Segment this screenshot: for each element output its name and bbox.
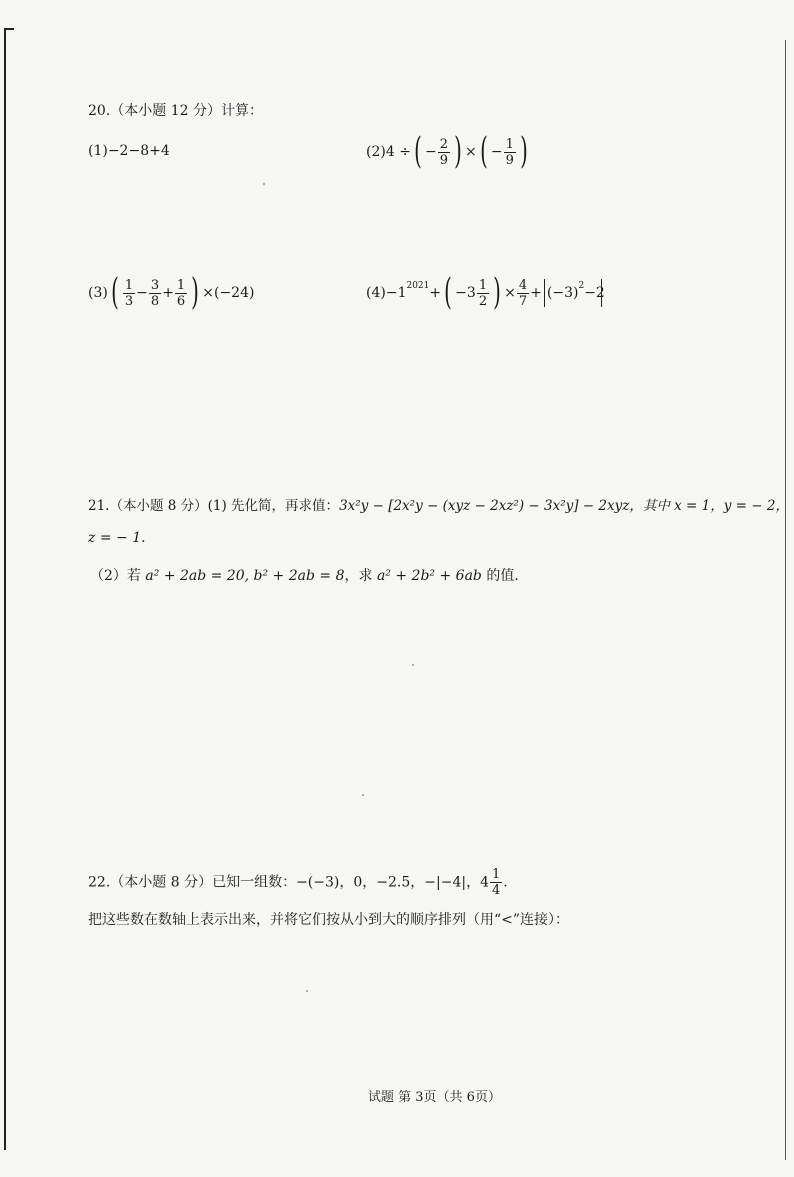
q20-part4-plus2: + [530,285,542,301]
q22-end: . [503,874,508,891]
q22-header: 22.（本小题 8 分）已知一组数： [88,874,297,891]
q22-line2: 把这些数在数轴上表示出来，并将它们按从小到大的顺序排列（用“<”连接）： [88,912,570,928]
q20-part4-inner: (−3) [546,285,579,301]
q20-part1: (1)−2−8+4 [88,143,170,159]
q20-part2-sign1: − [424,144,437,160]
q20-part4-base: −1 [385,285,407,301]
q20-part2-frac1: $\frac{2}{9}$ [439,136,448,168]
q20-part2-frac2: $\frac{1}{9}$ [505,136,514,168]
q20-part3-frac2: $\frac{3}{8}$ [150,277,160,309]
q21-part2-head: （2）若 [90,568,141,584]
page-edge-mark [4,28,14,1150]
q20-part4-tail: −2 [584,285,605,301]
q20-part3-frac3: $\frac{1}{6}$ [176,277,186,309]
scan-speck [412,664,414,666]
q20-part2-times: × [465,144,477,160]
scan-speck [263,183,265,185]
q22-mixed-frac: $\frac{1}{4}$ [492,867,501,898]
q21-part2 [90,566,519,586]
page-footer: 试题 第 3页（共 6页） [368,1090,501,1105]
q22-mixed-whole: 4 [480,874,489,891]
q21-z-value: z = − 1. [88,530,146,546]
q20-part3: (3)( $\frac{1}{3}$ − $\frac{3}{8}$ + $\frac{1}{6}$ ) ×(−24) [88,272,255,313]
q20-part2-label: (2) [366,144,386,160]
q20-header: 20.（本小题 12 分）计算： [88,103,263,119]
q20-part2-sign2: − [490,144,503,160]
scan-speck [362,794,364,796]
q20-part2-lead: 4 ÷ [385,144,411,160]
q20-part4-times: × [504,285,516,301]
q20-part4-frac: $\frac{4}{7}$ [518,277,528,309]
q20-part4-inner-exp: 2 [578,281,585,291]
q22-line1 [88,867,508,898]
q20-part4: $(4)-1^{2021}+( -3$ $\frac{1}{2}$ ) × $\frac{4}{7}$ + $(-3)^2-2$ [366,272,605,313]
q20-part4-exp: 2021 [406,281,430,291]
scan-speck [306,990,308,992]
q20-part4-mixed-whole: −3 [455,285,476,301]
q21-part2-condition: a² + 2ab = 20, b² + 2ab = 8 [145,568,345,584]
q21-part2-mid: ，求 [344,568,373,584]
q21-line2 [88,528,146,548]
q20-part3-frac1: $\frac{1}{3}$ [124,277,134,309]
q21-header: 21.（本小题 8 分）(1) 先化简，再求值： [88,498,340,514]
q21-line1 [88,496,789,516]
q21-part2-tail: 的值. [486,568,519,584]
q20-part2: (2)4 ÷( − $\frac{2}{9}$ ) ×( − $\frac{1}{9}$ ) [366,131,528,172]
q20-part4-mixed-frac: $\frac{1}{2}$ [478,277,488,309]
q21-expression: 3x²y − [2x²y − (xyz − 2xz²) − 3x²y] − 2xyz，其中 x = 1，y = − 2， [339,498,789,514]
q20-part3-label: (3) [88,285,108,301]
q20-part3-op1: − [136,285,148,301]
q20-part4-plus1: + [429,285,442,301]
q21-part2-target: a² + 2b² + 6ab [376,568,482,584]
q20-part3-tail: ×(−24) [202,285,255,301]
page-right-edge [781,40,786,1160]
q22-numbers: −(−3)，0，−2.5，−|−4|， [296,874,481,891]
q20-part3-op2: + [162,285,174,301]
q20-part4-label: (4) [366,285,386,301]
